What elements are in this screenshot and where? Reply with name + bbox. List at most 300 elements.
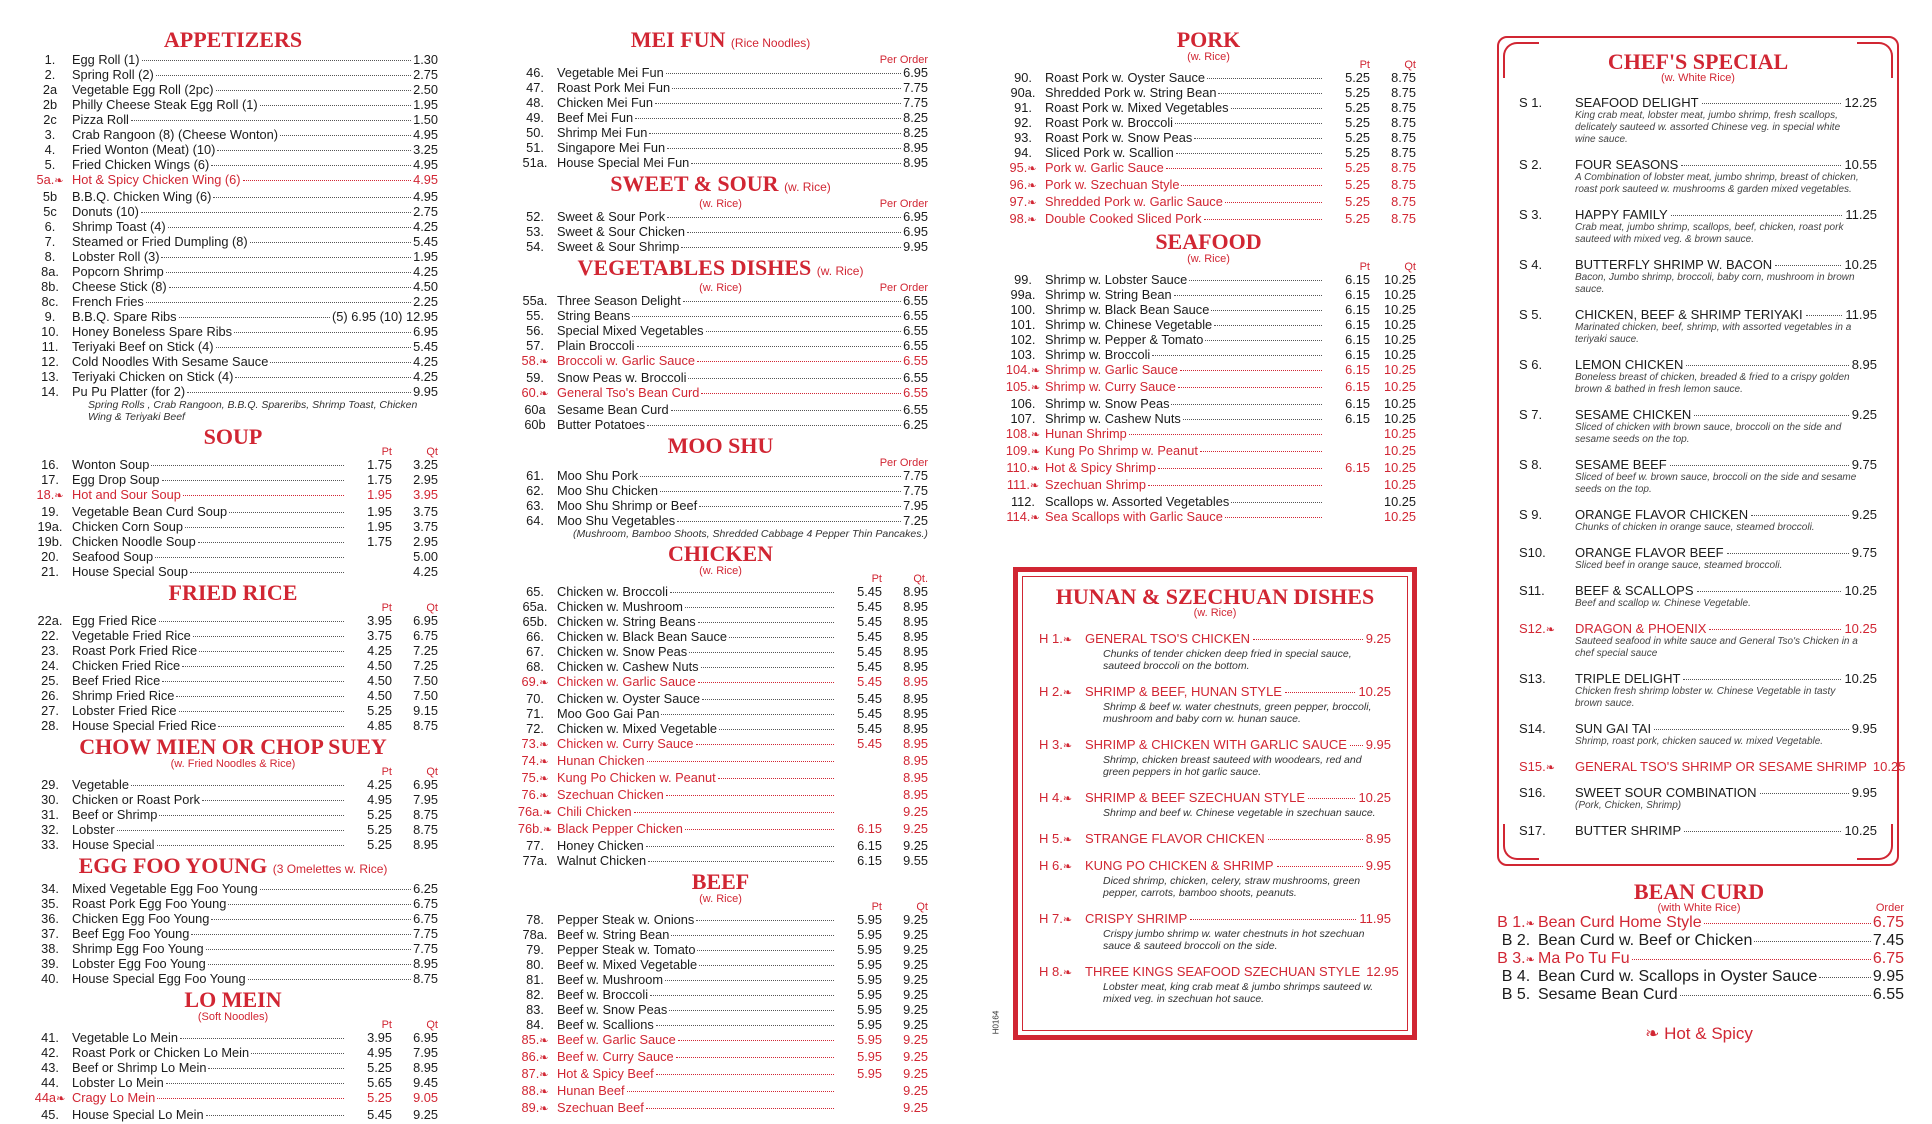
hot-pepper-icon: ❧ [1525,954,1535,966]
item-price: 4.50 [413,279,438,294]
leader-dots [213,197,411,198]
item-name: Sesame Bean Curd [1538,986,1678,1003]
menu-item-row [513,209,928,224]
item-number: 54. [526,239,544,254]
item-number: 83. [526,1002,544,1017]
menu-item-row [1001,494,1416,509]
menu-item-row [513,402,928,417]
item-number: 86.❧ [521,1049,549,1064]
leader-dots [1225,517,1322,518]
item-price-pint: 5.25 [1345,160,1370,175]
item-price-pint: 1.75 [367,472,392,487]
leader-dots [660,491,901,492]
item-price-pint: 5.25 [367,1060,392,1075]
item-price-pint: 3.95 [367,1030,392,1045]
item-name: Roast Pork w. Broccoli [1045,115,1174,130]
leader-dots [688,378,901,379]
item-number: 100. [1010,302,1036,317]
item-name: Double Cooked Sliced Pork [1045,211,1202,226]
menu-item-row [513,629,928,644]
leader-dots [646,1108,834,1109]
item-name: Singapore Mei Fun [557,140,666,155]
item-price: 5.45 [413,339,438,354]
menu-section [513,434,928,540]
menu-item-row [1494,968,1904,986]
item-price: 1.95 [413,249,438,264]
item-name: General Tso's Bean Curd [557,385,700,400]
item-number: 27. [41,703,59,718]
item-name: SESAME BEEF [1575,457,1667,472]
hot-pepper-icon: ❧ [542,807,553,819]
leader-dots [183,495,344,496]
item-code: H 2.❧ [1039,684,1073,699]
item-description: Chicken fresh shrimp lobster w. Chinese Vegetable in tasty brown sauce. [1575,686,1836,709]
item-name: Cragy Lo Mein [72,1090,156,1105]
section-title: APPETIZERS [163,27,303,52]
item-name: Roast Pork Mei Fun [557,80,671,95]
item-name: Shredded Pork w. String Bean [1045,85,1217,100]
item-name: Vegetable Fried Rice [72,628,191,643]
leader-dots [671,935,834,936]
print-code: H0164 [991,1010,1001,1035]
item-name: B.B.Q. Spare Ribs [72,309,177,324]
item-price-pint: 5.95 [857,1002,882,1017]
item-name: CHICKEN, BEEF & SHRIMP TERIYAKI [1575,307,1803,322]
leader-dots [632,316,901,317]
item-number: 59. [526,370,544,385]
item-name: Chicken w. Broccoli [557,584,668,599]
leader-dots [260,889,411,890]
leader-dots [211,165,411,166]
item-price-pint: 6.15 [1345,272,1370,287]
menu-section [1001,28,1416,228]
item-name: Butter Potatoes [557,417,646,432]
menu-item-row [513,353,928,370]
item-number: 19a. [37,519,63,534]
item-price: 10.25 [1844,621,1877,636]
item-name: Chicken or Roast Pork [72,792,201,807]
menu-item-row [513,308,928,323]
item-number: 32. [41,822,59,837]
item-name: Roast Pork w. Mixed Vegetables [1045,100,1229,115]
item-name: B.B.Q. Chicken Wing (6) [72,189,212,204]
section-title: EGG FOO YOUNG (3 Omelettes w. Rice) [78,853,388,878]
item-name: ORANGE FLAVOR CHICKEN [1575,507,1749,522]
menu-section [28,854,438,986]
item-name: SESAME CHICKEN [1575,407,1692,422]
menu-item-row [28,613,438,628]
leader-dots [1204,219,1323,220]
item-number: 66. [526,629,544,644]
item-price-pint: 1.75 [367,534,392,549]
item-name: Moo Shu Shrimp or Beef [557,498,698,513]
item-description: Crispy jumbo shrimp w. water chestnuts in hot szechuan sauce & sauteed broccoli on the side. [1103,928,1365,952]
item-name: Special Mixed Vegetables [557,323,704,338]
item-description: Shrimp and beef w. Chinese vegetable in szechuan sauce. [1103,807,1376,819]
item-price: 6.55 [903,370,928,385]
item-number: 17. [41,472,59,487]
item-price-quart: 10.25 [1383,396,1416,411]
item-price-pint: 5.45 [857,691,882,706]
item-price: 4.25 [413,264,438,279]
item-price-quart: 8.95 [903,736,928,751]
item-number: 43. [41,1060,59,1075]
menu-item-row [1001,85,1416,100]
leader-dots [235,377,411,378]
section-subtitle: (3 Omelettes w. Rice) [272,862,388,876]
item-price-quart: 8.75 [1391,100,1416,115]
menu-item-row [513,417,928,432]
item-price: 6.55 [903,353,928,368]
item-name: Hot & Spicy Beef [557,1066,654,1081]
item-description: Shrimp, chicken breast sauteed with woodears, red and green peppers in hot garlic sauce. [1103,754,1362,778]
item-name: Pepper Steak w. Onions [557,912,695,927]
item-price-quart: 8.95 [903,599,928,614]
leader-dots [248,979,411,980]
item-price-quart: 10.25 [1383,287,1416,302]
item-price: 10.25 [1872,759,1906,774]
leader-dots [640,476,901,477]
leader-dots [217,150,411,151]
item-number: 60b [524,417,546,432]
item-name: Roast Pork w. Oyster Sauce [1045,70,1206,85]
item-number: 42. [41,1045,59,1060]
hot-pepper-icon: ❧ [1062,967,1073,979]
item-number: 39. [41,956,59,971]
menu-item-row [513,987,928,1002]
section-subtitle: (w. Rice) [699,282,742,294]
leader-dots [669,1010,834,1011]
item-price-quart: 8.75 [1391,85,1416,100]
menu-item-row [28,926,438,941]
item-price-quart: 9.25 [903,987,928,1002]
item-price-quart: 10.25 [1383,477,1416,492]
item-price: 6.55 [903,293,928,308]
bean-curd-section [1494,880,1904,1044]
menu-item-row [513,1100,928,1117]
item-price: 9.95 [1365,737,1391,752]
item-number: 44a❧ [34,1090,66,1105]
menu-item-row [513,95,928,110]
menu-column-1 [28,28,438,1124]
leader-dots [1207,78,1322,79]
section-title: BEAN CURD [1633,879,1765,904]
leader-dots [1727,553,1849,554]
leader-dots [157,845,344,846]
item-price-quart: 10.25 [1383,379,1416,394]
item-price-pint: 5.45 [857,629,882,644]
item-number: 5b [42,189,58,204]
item-price: 7.45 [1872,932,1904,949]
item-name: BUTTER SHRIMP [1575,823,1682,838]
leader-dots [685,829,834,830]
item-price-quart: 7.95 [413,792,438,807]
menu-item-row [513,804,928,821]
leader-dots [1218,93,1322,94]
item-name: Fried Chicken Wings (6) [72,157,210,172]
item-price-pint: 5.45 [857,721,882,736]
item-price-quart: 8.75 [1391,211,1416,226]
item-price-pint: 1.95 [367,519,392,534]
item-price: 6.55 [903,385,928,400]
leader-dots [685,607,834,608]
item-description: Chunks of chicken in orange sauce, steamed broccoli. [1575,522,1815,533]
item-price-quart: 8.75 [1391,160,1416,175]
item-number: 53. [526,224,544,239]
menu-item-row [513,323,928,338]
quart-header: Qt [1404,59,1416,71]
item-price-pint: 6.15 [1345,287,1370,302]
item-code: S11. [1519,583,1545,598]
item-price-quart: 9.25 [903,912,928,927]
leader-dots [216,347,412,348]
item-description: Boneless breast of chicken, breaded & fried to a crispy golden brown & bathed in fresh lemon sauce. [1575,372,1850,395]
item-number: 58.❧ [521,353,549,368]
item-price-quart: 8.95 [903,644,928,659]
item-description: Sliced beef in orange sauce, steamed broccoli. [1575,560,1783,571]
item-price-quart: 8.95 [413,837,438,852]
item-name: Shrimp w. Black Bean Sauce [1045,302,1210,317]
item-name: Shrimp w. Chinese Vegetable [1045,317,1213,332]
item-price-pint: 4.85 [367,718,392,733]
item-price-quart: 9.25 [903,1049,928,1064]
item-price-quart: 6.75 [413,628,438,643]
leader-dots [1190,919,1356,920]
item-description: Sliced of chicken with brown sauce, broccoli on the side and sesame seeds on the top. [1575,422,1842,445]
item-price: 8.95 [903,140,928,155]
item-number: 111.❧ [1006,477,1040,492]
hot-pepper-icon: ❧ [1062,634,1073,646]
chef-item-row [1519,721,1877,736]
item-price: 4.95 [413,172,438,187]
price-column-headers [28,601,438,613]
item-name: Chicken w. Snow Peas [557,644,688,659]
item-description: Diced shrimp, chicken, celery, straw mushrooms, green pepper, carrots, bamboo shoots, peanuts. [1103,875,1361,899]
item-number: 3. [44,127,56,142]
item-number: 114.❧ [1006,509,1040,524]
leader-dots [117,830,344,831]
item-price: 10.25 [1358,684,1391,699]
item-number: 4. [44,142,56,157]
menu-item-row [513,239,928,254]
item-price-pint: 4.25 [367,643,392,658]
item-price-quart: 8.75 [413,807,438,822]
item-name: Scallops w. Assorted Vegetables [1045,494,1230,509]
item-price-quart: 8.95 [903,721,928,736]
item-price-quart: 10.25 [1383,509,1416,524]
chef-item-row [1519,759,1906,774]
item-price-pint: 6.15 [1345,379,1370,394]
leader-dots [1702,103,1842,104]
item-price: 6.55 [903,402,928,417]
menu-item-row [28,189,438,204]
item-price-pint: 5.45 [857,706,882,721]
menu-item-row [28,309,438,324]
item-price-quart: 7.25 [413,643,438,658]
chef-item-row [1519,545,1877,560]
item-price-pint: 5.45 [857,674,882,689]
hot-pepper-icon: ❧ [539,756,549,768]
item-name: Chicken w. Garlic Sauce [557,674,696,689]
menu-item-row [1001,194,1416,211]
menu-item-row [513,1032,928,1049]
item-number: 31. [41,807,59,822]
menu-item-row [28,1075,438,1090]
hot-pepper-icon: ❧ [54,175,64,187]
item-code: S16. [1519,785,1546,800]
hunan-item-row [1039,790,1391,805]
item-price: 1.95 [413,97,438,112]
item-price-quart: 8.75 [1391,115,1416,130]
menu-item-row [28,354,438,369]
leader-dots [1680,995,1871,996]
item-number: 51. [526,140,544,155]
section-title: SOUP [203,424,263,449]
leader-dots [166,1083,344,1084]
leader-dots [251,1053,344,1054]
item-name: Chicken Egg Foo Young [72,911,210,926]
item-price-pint: 5.95 [857,1017,882,1032]
item-price: 7.75 [903,95,928,110]
menu-section [28,988,438,1122]
chef-item-row [1519,823,1877,838]
item-note: Spring Rolls , Crab Rangoon, B.B.Q. Spareribs, Shrimp Toast, Chicken Wing & Teriyaki Beef [88,399,418,423]
menu-item-row [28,97,438,112]
hot-pepper-icon: ❧ [56,1093,66,1105]
hot-pepper-icon: ❧ [1525,918,1535,930]
chef-item-row [1519,407,1877,422]
price-column-headers [513,900,928,912]
item-price-pint: 5.45 [857,614,882,629]
menu-item-row [513,468,928,483]
item-name: Lobster Lo Mein [72,1075,164,1090]
item-price: 6.25 [903,417,928,432]
menu-item-row [1001,460,1416,477]
menu-item-row [1001,477,1416,494]
item-name: Chicken Corn Soup [72,519,183,534]
menu-item-row [28,112,438,127]
menu-item-row [513,513,928,528]
menu-item-row [513,1083,928,1100]
item-name: Lobster [72,822,115,837]
item-price-pint: 5.95 [857,1049,882,1064]
item-price: 9.95 [903,239,928,254]
leader-dots [190,572,344,573]
item-price-pint: 1.75 [367,457,392,472]
item-name: Beef w. Garlic Sauce [557,1032,676,1047]
pint-header: Pt [381,446,392,458]
item-price-quart: 9.25 [903,1100,928,1115]
item-number: 104.❧ [1005,362,1041,377]
item-price-quart: 7.50 [413,673,438,688]
item-name: Beef or Shrimp [72,807,158,822]
menu-item-row [1494,986,1904,1004]
item-price-quart: 10.25 [1383,411,1416,426]
price-header: Per Order [879,457,928,469]
item-name: Sweet & Sour Pork [557,209,666,224]
item-price: 12.25 [1844,95,1877,110]
item-price-pint: 6.15 [1345,411,1370,426]
item-name: Lobster Roll (3) [72,249,160,264]
chef-item-row [1519,257,1877,272]
leader-dots [649,133,901,134]
menu-item-row [28,688,438,703]
leader-dots [1178,387,1322,388]
item-price-pint: 5.95 [857,912,882,927]
item-price: 6.25 [413,881,438,896]
item-price-quart: 8.95 [903,674,928,689]
menu-item-row [513,125,928,140]
item-number: 71. [526,706,544,721]
item-number: 103. [1010,347,1036,362]
item-price-pint: 5.95 [857,1032,882,1047]
item-name: HAPPY FAMILY [1575,207,1668,222]
item-name: Hot & Spicy Chicken Wing (6) [72,172,241,187]
item-name: Philly Cheese Steak Egg Roll (1) [72,97,258,112]
leader-dots [667,148,901,149]
item-price: 3.25 [413,142,438,157]
hunan-item-row [1039,631,1391,646]
leader-dots [666,73,901,74]
hunan-szechuan-box [1013,567,1417,1040]
menu-item-row [28,504,438,519]
item-price-pint: 6.15 [857,821,882,836]
leader-dots [1277,866,1363,867]
item-price-pint: 5.95 [857,957,882,972]
leader-dots [156,75,411,76]
hot-spicy-legend [1494,1024,1904,1044]
leader-dots [1684,831,1841,832]
item-price-quart: 6.95 [413,613,438,628]
item-name: Beef Egg Foo Young [72,926,190,941]
leader-dots [1200,451,1322,452]
leader-dots [1671,215,1843,216]
leader-dots [198,542,344,543]
hot-pepper-icon: ❧ [1545,762,1555,774]
item-price-quart: 8.75 [1391,177,1416,192]
item-number: 44. [41,1075,59,1090]
leader-dots [1231,108,1322,109]
item-name: House Special Lo Mein [72,1107,204,1122]
leader-dots [1681,165,1841,166]
item-number: 74.❧ [521,753,549,768]
item-code: S12.❧ [1519,621,1555,636]
item-number: 70. [526,691,544,706]
item-number: B 3.❧ [1497,950,1535,967]
item-code: S 6. [1519,357,1543,372]
leader-dots [1806,315,1843,316]
item-price: 6.75 [413,911,438,926]
menu-item-row [28,339,438,354]
item-name: String Beans [557,308,631,323]
leader-dots [182,666,344,667]
hot-pepper-icon: ❧ [1030,446,1041,458]
menu-item-row [28,294,438,309]
leader-dots [161,257,411,258]
menu-item-row [28,519,438,534]
item-name: Moo Shu Vegetables [557,513,676,528]
leader-dots [1704,923,1871,924]
menu-item-row [513,1049,928,1066]
item-price-quart: 9.25 [903,821,928,836]
item-code: S 8. [1519,457,1543,472]
menu-item-row [513,821,928,838]
item-price-quart: 9.15 [413,703,438,718]
item-number: 2. [44,67,56,82]
item-code: S 5. [1519,307,1543,322]
hot-pepper-icon: ❧ [539,1035,549,1047]
item-price: 4.95 [413,189,438,204]
